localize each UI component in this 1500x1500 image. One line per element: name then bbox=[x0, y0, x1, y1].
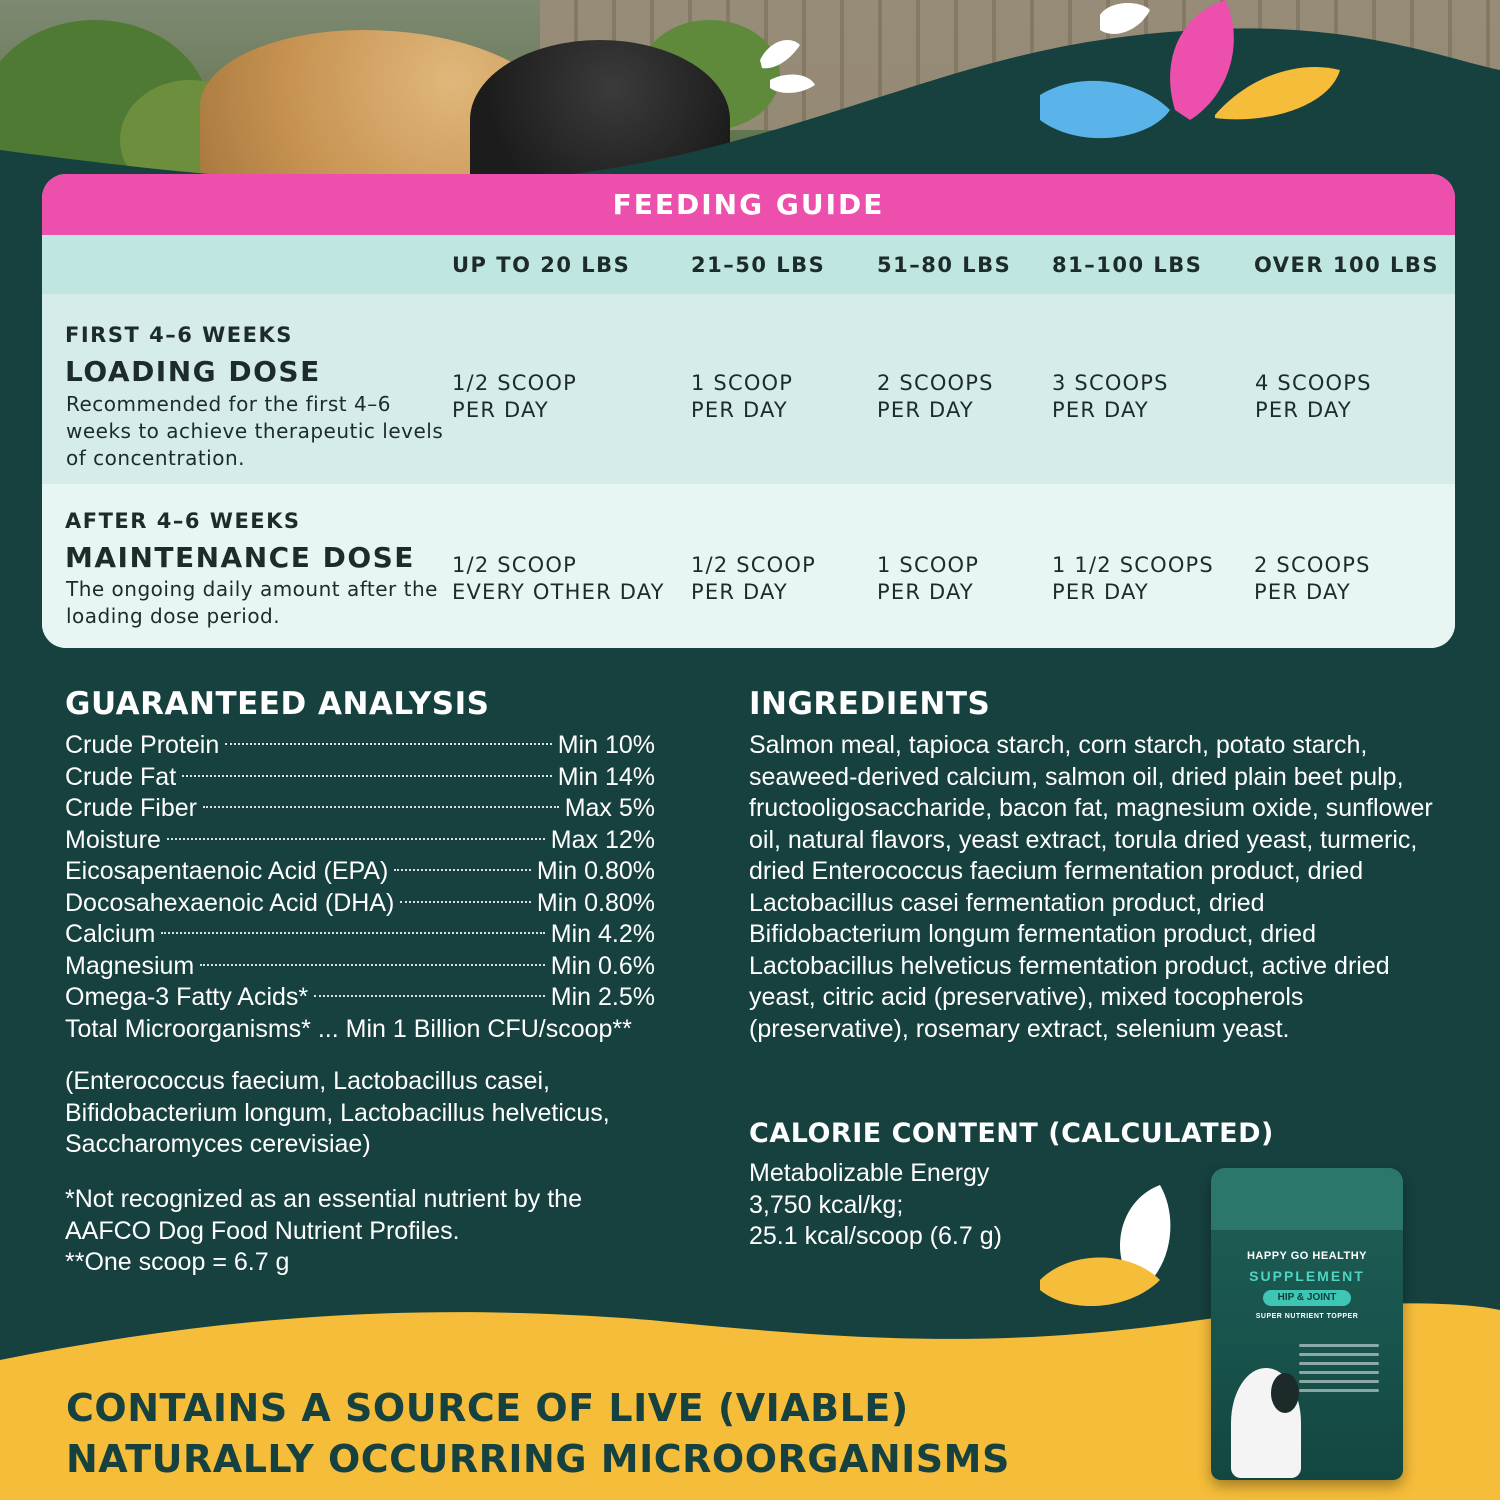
calorie-content-title: CALORIE CONTENT (CALCULATED) bbox=[749, 1118, 1274, 1149]
live-microorganisms-banner bbox=[66, 1383, 1010, 1485]
guaranteed-analysis-title: GUARANTEED ANALYSIS bbox=[65, 686, 490, 722]
feeding-guide-table bbox=[42, 174, 1455, 648]
banner-line: NATURALLY OCCURRING MICROORGANISMS bbox=[66, 1437, 1010, 1481]
column-header: UP TO 20 LBS bbox=[452, 253, 631, 277]
product-splash-decoration bbox=[1030, 1180, 1220, 1340]
dose-cell: 2 SCOOPS PER DAY bbox=[1254, 553, 1371, 604]
microorganisms-item bbox=[65, 1014, 655, 1046]
analysis-name: Magnesium bbox=[65, 951, 195, 980]
maintenance-dose-row bbox=[42, 484, 1455, 648]
dot-leader bbox=[167, 838, 545, 840]
column-header: 21–50 LBS bbox=[691, 253, 826, 277]
analysis-value: Min 2.5% bbox=[550, 983, 655, 1011]
analysis-value: Min 14% bbox=[557, 762, 655, 791]
analysis-name: Calcium bbox=[65, 920, 156, 948]
row-subtitle: AFTER 4–6 WEEKS bbox=[65, 509, 301, 533]
feeding-guide-header bbox=[42, 174, 1455, 235]
dot-leader bbox=[182, 775, 552, 777]
analysis-item bbox=[65, 730, 655, 762]
row-subtitle: FIRST 4–6 WEEKS bbox=[65, 323, 293, 347]
row-description: Recommended for the first 4–6 weeks to achieve therapeutic levels of concentration. bbox=[66, 392, 444, 470]
analysis-name: Moisture bbox=[65, 825, 161, 854]
loading-dose-row bbox=[42, 294, 1455, 484]
dot-leader bbox=[203, 806, 559, 808]
analysis-item bbox=[65, 856, 655, 888]
dot-leader bbox=[314, 995, 545, 997]
pouch-feature-list bbox=[1299, 1338, 1379, 1398]
strains-list: (Enterococcus faecium, Lactobacillus casei, Bifidobacterium longum, Lactobacillus helveticus, Saccharomyces cerevisiae) bbox=[65, 1067, 610, 1158]
dose-cell: 2 SCOOPS PER DAY bbox=[877, 371, 994, 422]
banner-line: CONTAINS A SOURCE OF LIVE (VIABLE) bbox=[66, 1386, 909, 1430]
weight-columns-header bbox=[42, 235, 1455, 294]
analysis-name: Crude Protein bbox=[65, 731, 220, 759]
white-splash-icon bbox=[770, 75, 815, 93]
dose-cell: 1 1/2 SCOOPS PER DAY bbox=[1052, 553, 1214, 604]
pouch-subtitle: SUPER NUTRIENT TOPPER bbox=[1255, 1313, 1359, 1320]
footnote-scoop-size: **One scoop = 6.7 g bbox=[65, 1248, 290, 1276]
microorganisms-text: Total Microorganisms* ... Min 1 Billion CFU/scoop** bbox=[65, 1014, 632, 1043]
calorie-line: 25.1 kcal/scoop (6.7 g) bbox=[749, 1222, 1002, 1250]
dot-leader bbox=[394, 869, 531, 871]
analysis-item bbox=[65, 793, 655, 825]
pouch-tag: HIP & JOINT bbox=[1263, 1290, 1351, 1306]
dot-leader bbox=[225, 743, 551, 745]
row-description: The ongoing daily amount after the loading dose period. bbox=[66, 577, 438, 628]
dog-ear-icon bbox=[1271, 1373, 1299, 1413]
analysis-name: Crude Fat bbox=[65, 762, 177, 791]
footnote-essential-nutrient: *Not recognized as an essential nutrient by the AAFCO Dog Food Nutrient Profiles. bbox=[65, 1185, 582, 1245]
analysis-item bbox=[65, 825, 655, 857]
dose-cell: 4 SCOOPS PER DAY bbox=[1255, 371, 1372, 422]
analysis-item bbox=[65, 762, 655, 794]
analysis-value: Min 0.80% bbox=[536, 888, 655, 917]
analysis-value: Min 4.2% bbox=[550, 920, 655, 948]
ingredients-text: Salmon meal, tapioca starch, corn starch, potato starch, seaweed-derived calcium, salmon oil, dried plain beet pulp, fructooligosaccharide, bacon fat, magnesium oxide, sunflower oil, natural flavors, yeast extract, torula dried yeast, turmeric, dried Enterococcus faecium fermentation product, dried Lactobacillus casei fermentation product, dried Bifidobacterium longum fermentation product, dried Lactobacillus helveticus fermentation product, active dried yeast, citric acid (preservative), mixed tocopherols (preservative), rosemary extract, selenium yeast. bbox=[749, 731, 1433, 1043]
dot-leader bbox=[400, 901, 531, 903]
analysis-name: Eicosapentaenoic Acid (EPA) bbox=[65, 857, 389, 885]
feeding-guide-title: FEEDING GUIDE bbox=[612, 188, 885, 221]
column-header: OVER 100 LBS bbox=[1254, 253, 1440, 277]
dose-cell: 1/2 SCOOP PER DAY bbox=[452, 371, 577, 422]
dot-leader bbox=[200, 964, 545, 966]
row-title: LOADING DOSE bbox=[65, 355, 321, 388]
guaranteed-analysis-list bbox=[65, 730, 655, 1045]
analysis-value: Min 0.80% bbox=[536, 857, 655, 885]
pouch-brand: HAPPY GO HEALTHY bbox=[1246, 1250, 1368, 1262]
white-splash-icon bbox=[760, 40, 800, 68]
pouch-top-band bbox=[1211, 1168, 1403, 1230]
column-header: 51–80 LBS bbox=[877, 253, 1012, 277]
analysis-name: Docosahexaenoic Acid (DHA) bbox=[65, 888, 395, 917]
white-splash-icon bbox=[1100, 3, 1150, 34]
dose-cell: 1 SCOOP PER DAY bbox=[877, 553, 980, 604]
analysis-item bbox=[65, 888, 655, 920]
analysis-name: Crude Fiber bbox=[65, 794, 197, 822]
analysis-name: Omega-3 Fatty Acids* bbox=[65, 983, 309, 1011]
dose-cell: 1/2 SCOOP PER DAY bbox=[691, 553, 816, 604]
analysis-value: Max 12% bbox=[550, 825, 655, 854]
ingredients-title: INGREDIENTS bbox=[749, 686, 991, 722]
analysis-item bbox=[65, 951, 655, 983]
analysis-value: Min 10% bbox=[557, 731, 655, 759]
analysis-value: Max 5% bbox=[564, 794, 655, 822]
analysis-value: Min 0.6% bbox=[550, 951, 655, 980]
pouch-name: SUPPLEMENT bbox=[1249, 1268, 1365, 1284]
calorie-line: Metabolizable Energy bbox=[749, 1159, 990, 1187]
dose-cell: 1 SCOOP PER DAY bbox=[691, 371, 794, 422]
dose-cell: 3 SCOOPS PER DAY bbox=[1052, 371, 1169, 422]
dot-leader bbox=[161, 932, 544, 934]
row-title: MAINTENANCE DOSE bbox=[65, 541, 415, 574]
calorie-line: 3,750 kcal/kg; bbox=[749, 1191, 904, 1219]
analysis-item bbox=[65, 982, 655, 1014]
dose-cell: 1/2 SCOOP EVERY OTHER DAY bbox=[452, 553, 665, 604]
analysis-item bbox=[65, 919, 655, 951]
column-header: 81–100 LBS bbox=[1052, 253, 1203, 277]
product-pouch-image bbox=[1211, 1168, 1403, 1480]
